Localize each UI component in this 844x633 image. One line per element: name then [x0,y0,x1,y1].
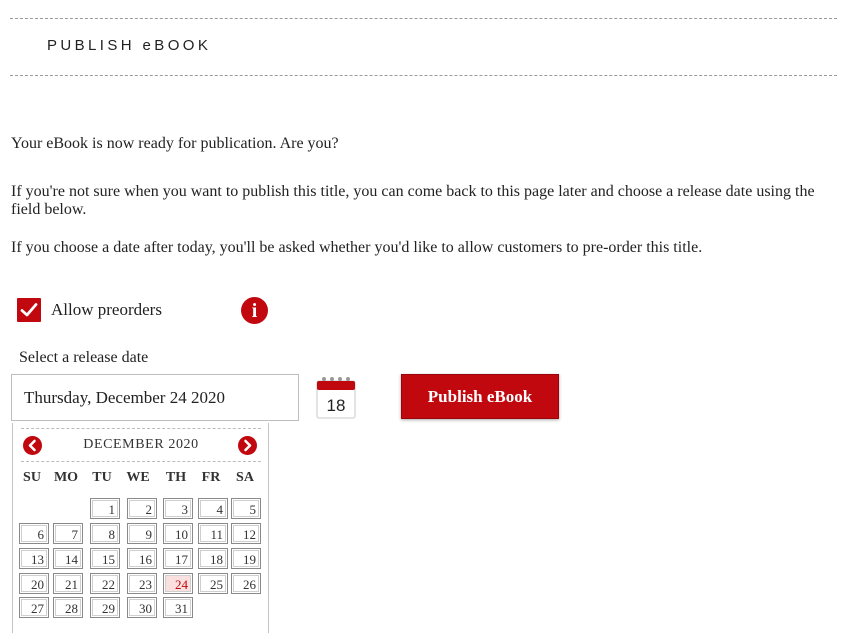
calendar-day[interactable]: 23 [127,573,157,594]
calendar-day[interactable]: 31 [163,597,193,618]
calendar-day[interactable]: 1 [90,498,120,519]
calendar-day-selected[interactable]: 24 [163,573,193,594]
calendar-day[interactable]: 21 [53,573,83,594]
page-title: PUBLISH eBOOK [47,37,212,54]
calendar-day[interactable]: 2 [127,498,157,519]
calendar-header-divider [21,461,261,462]
calendar-day[interactable]: 16 [127,548,157,569]
weekday-header: MO [53,470,79,485]
calendar-day[interactable]: 26 [231,573,261,594]
calendar-day[interactable]: 3 [163,498,193,519]
calendar-day[interactable]: 27 [19,597,49,618]
calendar-day[interactable]: 25 [198,573,228,594]
allow-preorders-label[interactable]: Allow preorders [51,300,162,319]
calendar-day[interactable]: 10 [163,523,193,544]
calendar-month-label: DECEMBER 2020 [83,437,199,452]
weekday-header: SU [23,470,41,485]
checkmark-icon [20,301,38,319]
calendar-day[interactable]: 18 [198,548,228,569]
publish-ebook-button[interactable]: Publish eBook [401,374,559,419]
calendar-day[interactable]: 29 [90,597,120,618]
info-icon[interactable]: i [241,297,268,324]
release-date-input[interactable]: Thursday, December 24 2020 [11,374,299,421]
calendar-day[interactable]: 7 [53,523,83,544]
release-date-label: Select a release date [19,349,149,366]
chevron-left-icon[interactable] [23,436,42,455]
calendar-day[interactable]: 30 [127,597,157,618]
intro-release-text: If you're not sure when you want to publish this title, you can come back to this page later and choose a release date using the field below. [11,183,815,218]
calendar-day[interactable]: 14 [53,548,83,569]
calendar-day[interactable]: 12 [231,523,261,544]
calendar-day[interactable]: 4 [198,498,228,519]
calendar-day[interactable]: 5 [231,498,261,519]
calendar-day[interactable]: 28 [53,597,83,618]
calendar-day[interactable]: 8 [90,523,120,544]
intro-preorder-text: If you choose a date after today, you'll be asked whether you'd like to allow customers to pre-order this title. [11,239,703,256]
calendar-icon-day: 18 [326,396,346,415]
calendar-top-divider [21,428,261,429]
calendar-day[interactable]: 6 [19,523,49,544]
intro-ready-text: Your eBook is now ready for publication. Are you? [11,135,339,152]
calendar-day[interactable]: 22 [90,573,120,594]
date-picker-calendar [12,423,269,633]
weekday-header: TH [165,470,187,485]
calendar-icon[interactable] [316,375,356,419]
weekday-header: WE [126,470,150,485]
chevron-right-icon[interactable] [238,436,257,455]
calendar-day[interactable]: 15 [90,548,120,569]
header-bottom-divider [10,75,837,76]
calendar-day[interactable]: 17 [163,548,193,569]
calendar-day[interactable]: 9 [127,523,157,544]
weekday-header: TU [92,470,112,485]
allow-preorders-checkbox[interactable] [17,298,41,322]
calendar-day[interactable]: 11 [198,523,228,544]
weekday-header: FR [201,470,221,485]
weekday-header: SA [236,470,254,485]
header-top-divider [10,18,837,19]
calendar-day[interactable]: 20 [19,573,49,594]
calendar-day[interactable]: 13 [19,548,49,569]
calendar-day[interactable]: 19 [231,548,261,569]
